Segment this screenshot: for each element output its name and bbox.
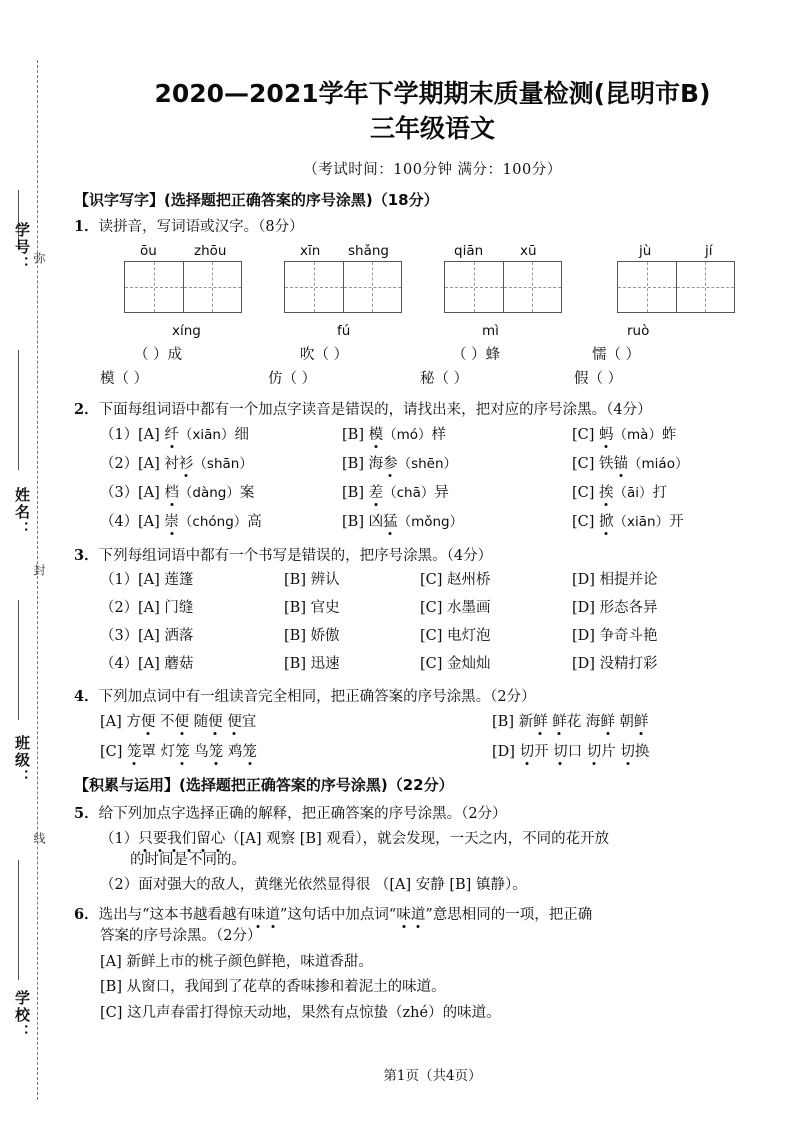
pinyin-annotation: （miáo） [628,455,689,472]
answer-blank[interactable]: 懦（ ） [592,347,641,364]
option-tag: [A] [100,714,127,731]
seal-rule-2 [18,350,19,470]
dotted-char: 鲜 [633,714,649,731]
option-index: （4） [100,656,139,673]
option-word: 海鲜 [585,714,615,731]
option-tag: [B] [284,656,311,673]
dotted-char: 参 [383,455,398,472]
dotted-char: 笼 [242,744,257,761]
option-row [72,568,793,594]
option-tag: [D] [492,744,520,761]
option-label: 洒落 [164,628,194,645]
pinyin-label: jù [639,243,652,260]
option-choice-a[interactable]: [A] 观察 [239,830,300,847]
option-word: 随便 [193,714,223,731]
option-label: 莲篷 [164,572,194,589]
writing-grid[interactable] [284,261,402,313]
option-tag: [A] [138,455,165,472]
option-tag: [C] [572,426,600,443]
pinyin-label: xíng [172,323,201,340]
question-6-prompt [72,905,793,926]
item-index: （2） [100,877,139,894]
answer-blank-row-1 [72,343,793,367]
option-label: 蘑菇 [164,656,194,673]
exam-content [72,0,793,1122]
answer-blank[interactable]: 秘（ ） [420,371,469,388]
dotted-char: 鲜 [600,714,615,731]
page-subject: 三年级语文 [369,113,495,143]
dotted-char: 味 [251,906,266,923]
question-3-options [72,568,793,678]
seal-word-feng: 封 [32,564,46,577]
dotted-char: 差 [368,484,384,501]
option-row [72,652,793,678]
option-tag: [A] [138,628,165,645]
question-2-number: 2． [74,401,99,419]
question-2-options [72,423,793,537]
option-choice[interactable] [284,568,340,589]
option-choice[interactable] [284,596,340,617]
option-tag: [D] [572,628,600,645]
option-tag: [C] [100,1004,128,1021]
option-word: 鸟笼 [194,744,224,761]
option-word: 笼罩 [127,744,157,761]
option-word: 切片 [586,744,616,761]
option-tag: [C] [100,744,128,761]
option-choice[interactable]: [C] 掀（xiān）开 [572,513,684,530]
question-3-prompt [72,546,793,567]
pinyin-group-2 [284,243,402,313]
option-tag: [B] [284,600,311,617]
option-tag: [D] [572,572,600,589]
option-word: 切口 [553,744,583,761]
option-label: 金灿灿 [447,656,491,673]
dotted-char: 切 [620,744,635,761]
question-5-items [72,829,793,896]
option-tag: [C] [420,600,448,617]
question-2-prompt [72,400,793,421]
option-choice[interactable] [492,710,648,731]
option-tag: [A] [138,513,165,530]
exam-info: （考试时间：100分钟 满分：100分） [303,161,562,178]
option-choice[interactable]: [B] 差（chā）异 [342,484,449,501]
pinyin-label: xīn [300,243,321,260]
option-choice[interactable] [492,740,649,761]
option-tag: [A] [100,953,127,970]
seal-rule-4 [18,860,19,980]
pinyin-label: mì [482,323,499,340]
dotted-char: 笼 [127,744,142,761]
option-row [72,596,793,622]
option-choice[interactable] [420,568,491,589]
option-tag: [C] [420,628,448,645]
dotted-char: 留 [196,830,211,847]
dotted-char: 便 [140,714,156,731]
question-4-number: 4． [74,688,99,706]
option-tag: [B] [492,714,519,731]
option-choice[interactable]: [A] 档（dàng）案 [138,484,255,501]
dotted-char: 只 [138,830,153,847]
sealing-strip [0,0,72,1122]
option-choice-b[interactable]: [B] 镇静 [449,877,505,894]
option-word: 方便 [126,714,156,731]
option-choice[interactable] [100,740,257,761]
option-row [72,510,793,537]
option-choice[interactable] [420,652,491,673]
option-choice[interactable]: [B] 凶猛（mǒng） [342,513,464,530]
option-tag: [D] [572,656,600,673]
pinyin-row-2-labels [72,323,793,343]
option-tag: [A] [138,656,165,673]
seal-label-class: 班级： [13,735,31,786]
option-index: （3） [100,628,139,645]
pinyin-annotation: （shēn） [397,455,458,472]
writing-grid[interactable] [124,261,242,313]
option-tag: [A] [138,600,165,617]
pinyin-label: qiān [454,243,484,260]
option-label: 辨认 [310,572,340,589]
option-word: 切开 [519,744,549,761]
question-2-text: 下面每组词语中都有一个加点字读音是错误的，请找出来，把对应的序号涂黑。（4分） [98,402,652,419]
dotted-char: 便 [227,714,242,731]
seal-label-school: 学校： [13,990,31,1041]
question-5-text: 给下列加点字选择正确的解释，把正确答案的序号涂黑。（2分） [98,806,507,823]
option-word: 新鲜 [518,714,548,731]
option-choice[interactable] [420,624,491,645]
writing-grid[interactable] [444,261,562,313]
option-choice[interactable] [72,977,793,998]
option-choice[interactable] [284,624,340,645]
dotted-char: 掀 [599,513,614,530]
option-index: （2） [100,600,139,617]
seal-rule-3 [18,600,19,720]
option-tag: [D] [572,600,600,617]
option-tag: [C] [572,484,600,501]
option-choice[interactable]: [C] 挨（āi）打 [572,484,668,501]
option-label: 争奇斗艳 [599,628,658,645]
question-3-number: 3． [74,546,99,564]
option-choice[interactable] [572,624,658,645]
option-label: 相提并论 [599,572,658,589]
option-choice[interactable] [572,568,658,589]
question-1-number: 1． [74,217,99,235]
dotted-char: 衫 [178,455,194,472]
section-heading-accumulation: 【积累与运用】(选择题把正确答案的序号涂黑)（22分） [74,776,454,795]
option-label: 门缝 [164,600,194,617]
pinyin-annotation: （xiān） [178,426,235,443]
answer-blank[interactable]: 仿（ ） [268,371,317,388]
option-tag: [B] [284,572,311,589]
option-label: 水墨画 [447,600,491,617]
option-tag: [C] [420,572,448,589]
answer-blank[interactable]: 模（ ） [100,371,149,388]
question-1-text: 读拼音，写词语或汉字。（8分） [98,218,304,235]
pinyin-label: shǎng [348,243,389,260]
option-tag: [A] [138,572,165,589]
option-choice[interactable]: [B] 模（mó）样 [342,426,447,443]
option-choice[interactable] [138,652,193,673]
dotted-char: 笼 [208,744,224,761]
pinyin-annotation: （mǒng） [397,513,464,530]
option-word: 鸡笼 [227,744,257,761]
option-choice[interactable] [420,596,491,617]
pinyin-label: jí [705,243,713,260]
option-choice-b[interactable]: [B] 观看 [299,830,356,847]
option-word: 灯笼 [160,744,190,761]
dotted-char: 切 [519,744,535,761]
dotted-char: 心 [210,830,226,847]
dotted-char: 便 [208,714,223,731]
dotted-char: 鲜 [552,714,567,731]
question-5-item: （1）只要我们留心（[A] 观察 [B] 观看），就会发现，一天之内，不同的花开放 [100,830,610,847]
answer-blank[interactable]: （ ）蜂 [452,347,501,364]
seal-word-xian: 线 [32,832,46,845]
option-label: 从窗口，我闻到了花草的香味掺和着泥土的味道。 [126,979,446,996]
writing-grid[interactable] [617,261,735,313]
question-4-prompt [72,687,793,708]
option-index: （1） [100,572,139,589]
pinyin-annotation: （xiān） [613,513,670,530]
option-choice[interactable] [284,652,340,673]
option-tag: [C] [572,513,600,530]
option-tag: [B] [100,979,127,996]
pinyin-annotation: （āi） [613,484,653,501]
dotted-char: 档 [164,484,179,501]
option-row [72,740,793,768]
dotted-char: 模 [368,426,384,443]
question-5-item-line2: 的时间是不同的。 [130,852,246,869]
option-label: 娇傲 [310,628,340,645]
dotted-char: 锚 [613,455,629,472]
pinyin-label: ruò [627,323,650,340]
page-title: 2020—2021学年下学期期末质量检测(昆明市B) [154,79,711,108]
option-choice[interactable]: [A] 衬衫（shān） [138,455,253,472]
question-6-number: 6． [74,905,99,923]
option-index: （3） [100,484,139,501]
dotted-char: 猛 [383,513,398,530]
dotted-char: 我 [167,830,182,847]
option-choice[interactable]: [A] 纤（xiān）细 [138,426,249,443]
question-6-text-line1: 选出与“这本书越看越有味道”这句话中加点词“味道”意思相同的一项，把正确 [98,906,593,923]
option-tag: [C] [572,455,600,472]
dotted-char: 笼 [175,744,190,761]
option-row [72,481,793,508]
pinyin-label: zhōu [194,243,227,260]
pinyin-grid-row [72,243,793,321]
option-choice[interactable] [138,568,193,589]
page-footer: 第1页（共4页） [383,1068,482,1084]
dotted-char: 道 [265,906,281,923]
dotted-char: 纤 [164,426,179,443]
option-tag: [C] [420,656,448,673]
dotted-char: 切 [553,744,568,761]
pinyin-annotation: （mà） [613,426,662,443]
option-label: 没精打彩 [599,656,658,673]
option-row [72,452,793,479]
question-1-prompt [72,217,793,238]
pinyin-group-4 [617,243,735,313]
dotted-char: 切 [586,744,602,761]
option-label: 迅速 [310,656,340,673]
dotted-char: 要 [152,830,168,847]
option-index: （1） [100,426,139,443]
option-index: （4） [100,513,139,530]
pinyin-label: fú [337,323,351,340]
pinyin-annotation: （mó） [383,426,432,443]
question-5-number: 5． [74,805,99,823]
seal-label-student-id: 学号： [13,222,31,273]
dotted-char: 道 [410,906,426,923]
answer-blank[interactable]: 假（ ） [574,371,623,388]
option-label: 形态各异 [599,600,658,617]
pinyin-group-3 [444,243,562,313]
option-choice[interactable] [572,652,658,673]
pinyin-annotation: （chóng） [178,513,248,530]
option-row [72,710,793,738]
option-choice[interactable]: [C] 蚂（mà）蚱 [572,426,677,443]
answer-blank-row-2 [72,367,793,391]
option-choice[interactable] [72,952,793,973]
option-word: 不便 [160,714,190,731]
option-choice[interactable] [572,596,658,617]
option-choice[interactable] [138,596,193,617]
pinyin-annotation: （chā） [383,484,435,501]
seal-word-mi: 弥 [32,252,46,265]
option-label: 赵州桥 [447,572,491,589]
question-4-text: 下列加点词中有一组读音完全相同，把正确答案的序号涂黑。（2分） [98,689,536,706]
dotted-char: 蚂 [599,426,614,443]
option-choice-a[interactable]: [A] 安静 [389,877,450,894]
option-row [72,423,793,450]
option-label: 官史 [310,600,340,617]
option-label: 这几声春雷打得惊天动地，果然有点惊蛰（zhé）的味道。 [127,1004,501,1021]
option-tag: [B] [342,484,369,501]
seal-label-name: 姓名： [13,487,31,538]
option-tag: [B] [342,455,369,472]
option-tag: [B] [284,628,311,645]
option-tag: [A] [138,484,165,501]
option-word: 便宜 [227,714,257,731]
question-5-prompt [72,804,793,825]
option-word: 朝鲜 [619,714,649,731]
pinyin-label: xū [520,243,537,260]
dotted-char: 便 [174,714,190,731]
answer-blank[interactable]: （ ）成 [134,347,183,364]
option-choice[interactable] [138,624,193,645]
option-label: 电灯泡 [447,628,491,645]
dotted-char: 鲜 [533,714,548,731]
pinyin-annotation: （shān） [193,455,253,472]
option-index: （2） [100,455,139,472]
option-tag: [B] [342,426,369,443]
option-choice[interactable]: [C] 铁锚（miáo） [572,455,689,472]
option-choice[interactable]: [A] 崇（chóng）高 [138,513,262,530]
option-tag: [B] [342,513,369,530]
question-3-text: 下列每组词语中都有一个书写是错误的，把序号涂黑。（4分） [98,547,493,564]
answer-blank[interactable]: 吹（ ） [300,347,349,364]
option-word: 鲜花 [552,714,582,731]
question-5-item: （2）面对强大的敌人，黄继光依然显得很 （[A] 安静 [B] 镇静）。 [100,877,527,894]
dotted-char: 崇 [164,513,179,530]
option-label: 新鲜上市的桃子颜色鲜艳，味道香甜。 [126,953,373,970]
question-6-text-line2: 答案的序号涂黑。（2分） [100,928,262,945]
dotted-char: 挨 [599,484,614,501]
option-tag: [A] [138,426,165,443]
option-word: 切换 [620,744,650,761]
option-choice[interactable] [100,710,256,731]
option-choice[interactable]: [B] 海参（shēn） [342,455,458,472]
dotted-char: 味 [396,906,411,923]
pinyin-label: ōu [140,243,157,260]
dotted-char: 们 [181,830,197,847]
question-4-options [72,710,793,768]
question-6-options [72,952,793,1024]
item-index: （1） [100,830,139,847]
option-row [72,624,793,650]
option-choice[interactable] [72,1003,793,1024]
section-heading-literacy: 【识字写字】(选择题把正确答案的序号涂黑)（18分） [74,190,439,209]
seal-dotted-line [37,60,38,1100]
pinyin-annotation: （dàng） [178,484,240,501]
pinyin-group-1 [124,243,242,313]
